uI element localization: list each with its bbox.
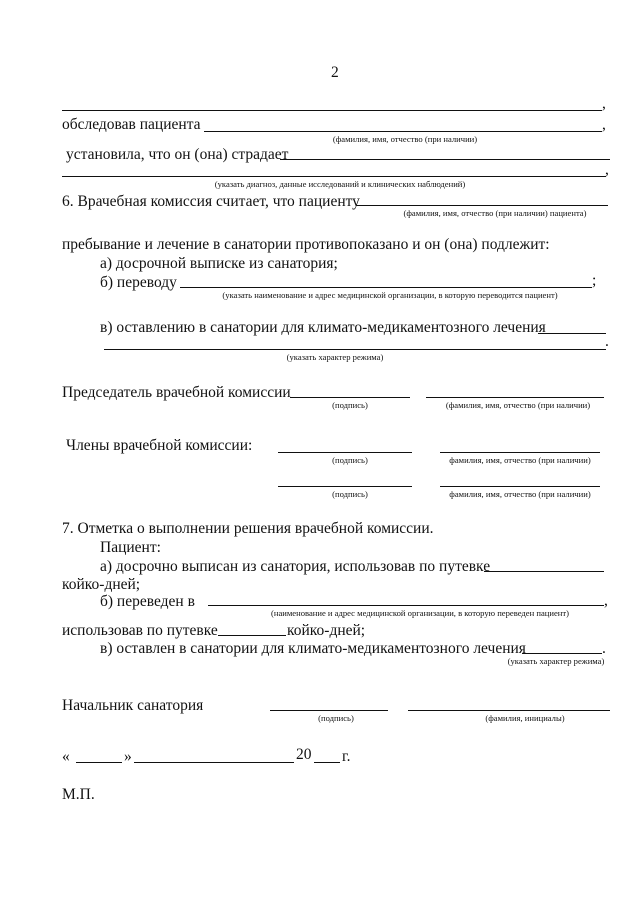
members-label: Члены врачебной комиссии: — [66, 437, 253, 454]
established-label: установила, что он (она) страдает — [66, 146, 289, 163]
used-days: койко-дней; — [287, 622, 366, 639]
days-text: койко-дней; — [62, 576, 141, 593]
discharged-text: а) досрочно выписан из санатория, использовав по путевке — [100, 558, 491, 575]
examined-caption: (фамилия, имя, отчество (при наличии) — [332, 134, 478, 144]
remained-line[interactable] — [522, 653, 602, 654]
voucher-days-line[interactable] — [484, 571, 604, 572]
member1-signature-line[interactable] — [278, 452, 412, 453]
diagnosis-line-2[interactable] — [62, 176, 606, 177]
stay-text: пребывание и лечение в санатории противопоказано и он (она) подлежит: — [62, 236, 550, 253]
patient-caption-6: (фамилия, имя, отчество (при наличии) пациента) — [403, 208, 587, 218]
patient-line-6[interactable] — [356, 205, 608, 206]
date-day-line[interactable] — [76, 762, 122, 763]
member1-name-caption: фамилия, имя, отчество (при наличии) — [449, 455, 591, 465]
option-c-label: в) оставлению в санатории для климато-медикаментозного лечения — [100, 319, 546, 336]
comma-diagnosis: , — [605, 161, 609, 178]
transfer-line[interactable] — [180, 287, 592, 288]
transferred-caption: (наименование и адрес медицинской организации, в которую переведен пациент) — [270, 608, 570, 618]
member2-signature-line[interactable] — [278, 486, 412, 487]
page-number: 2 — [331, 64, 339, 81]
member2-name-caption: фамилия, имя, отчество (при наличии) — [449, 489, 591, 499]
head-initials-caption: (фамилия, инициалы) — [485, 713, 565, 723]
date-year-suffix: г. — [342, 748, 351, 765]
stamp-place: М.П. — [62, 786, 95, 803]
comma-transferred: , — [604, 592, 608, 609]
date-open-quote: « — [62, 748, 70, 765]
date-month-line[interactable] — [134, 762, 294, 763]
used-days-line[interactable] — [218, 635, 286, 636]
option-c-line-1[interactable] — [538, 333, 606, 334]
diagnosis-line-1[interactable] — [280, 159, 610, 160]
chairman-signature-caption: (подпись) — [332, 400, 368, 410]
used-label: использовав по путевке — [62, 622, 218, 639]
section6-heading: 6. Врачебная комиссия считает, что пациенту — [62, 193, 360, 210]
option-b-label: б) переводу — [100, 274, 177, 291]
remained-text: в) оставлен в санатории для климато-медикаментозного лечения — [100, 640, 526, 657]
head-signature-caption: (подпись) — [318, 713, 354, 723]
comma-top: , — [602, 95, 606, 112]
member2-signature-caption: (подпись) — [332, 489, 368, 499]
examined-label: обследовав пациента — [62, 116, 201, 133]
blank-line-top — [62, 110, 602, 111]
period-remained: . — [602, 640, 606, 657]
comma-examined: , — [602, 116, 606, 133]
member1-name-line[interactable] — [440, 452, 600, 453]
date-year-prefix: 20 — [296, 746, 312, 763]
option-a: а) досрочной выписке из санатория; — [100, 255, 338, 272]
chairman-name-caption: (фамилия, имя, отчество (при наличии) — [445, 400, 591, 410]
chairman-signature-line[interactable] — [290, 397, 410, 398]
remained-caption: (указать характер режима) — [507, 656, 605, 666]
date-close-quote: » — [124, 748, 132, 765]
patient-name-line[interactable] — [204, 131, 602, 132]
semicolon-b: ; — [592, 272, 597, 289]
date-year-line[interactable] — [314, 762, 340, 763]
member1-signature-caption: (подпись) — [332, 455, 368, 465]
regime-line[interactable] — [104, 349, 606, 350]
head-name-line[interactable] — [408, 710, 610, 711]
member2-name-line[interactable] — [440, 486, 600, 487]
chairman-name-line[interactable] — [426, 397, 604, 398]
head-signature-line[interactable] — [270, 710, 388, 711]
option-b-caption: (указать наименование и адрес медицинской организации, в которую переводится пациент) — [222, 290, 558, 300]
transferred-label: б) переведен в — [100, 593, 195, 610]
diagnosis-caption: (указать диагноз, данные исследований и клинических наблюдений) — [214, 179, 466, 189]
transferred-line[interactable] — [208, 605, 604, 606]
patient-label: Пациент: — [100, 539, 161, 556]
section7-heading: 7. Отметка о выполнении решения врачебной комиссии. — [62, 520, 434, 537]
regime-caption: (указать характер режима) — [286, 352, 384, 362]
period-regime: . — [605, 333, 609, 350]
chairman-label: Председатель врачебной комиссии — [62, 384, 291, 401]
head-label: Начальник санатория — [62, 697, 204, 714]
